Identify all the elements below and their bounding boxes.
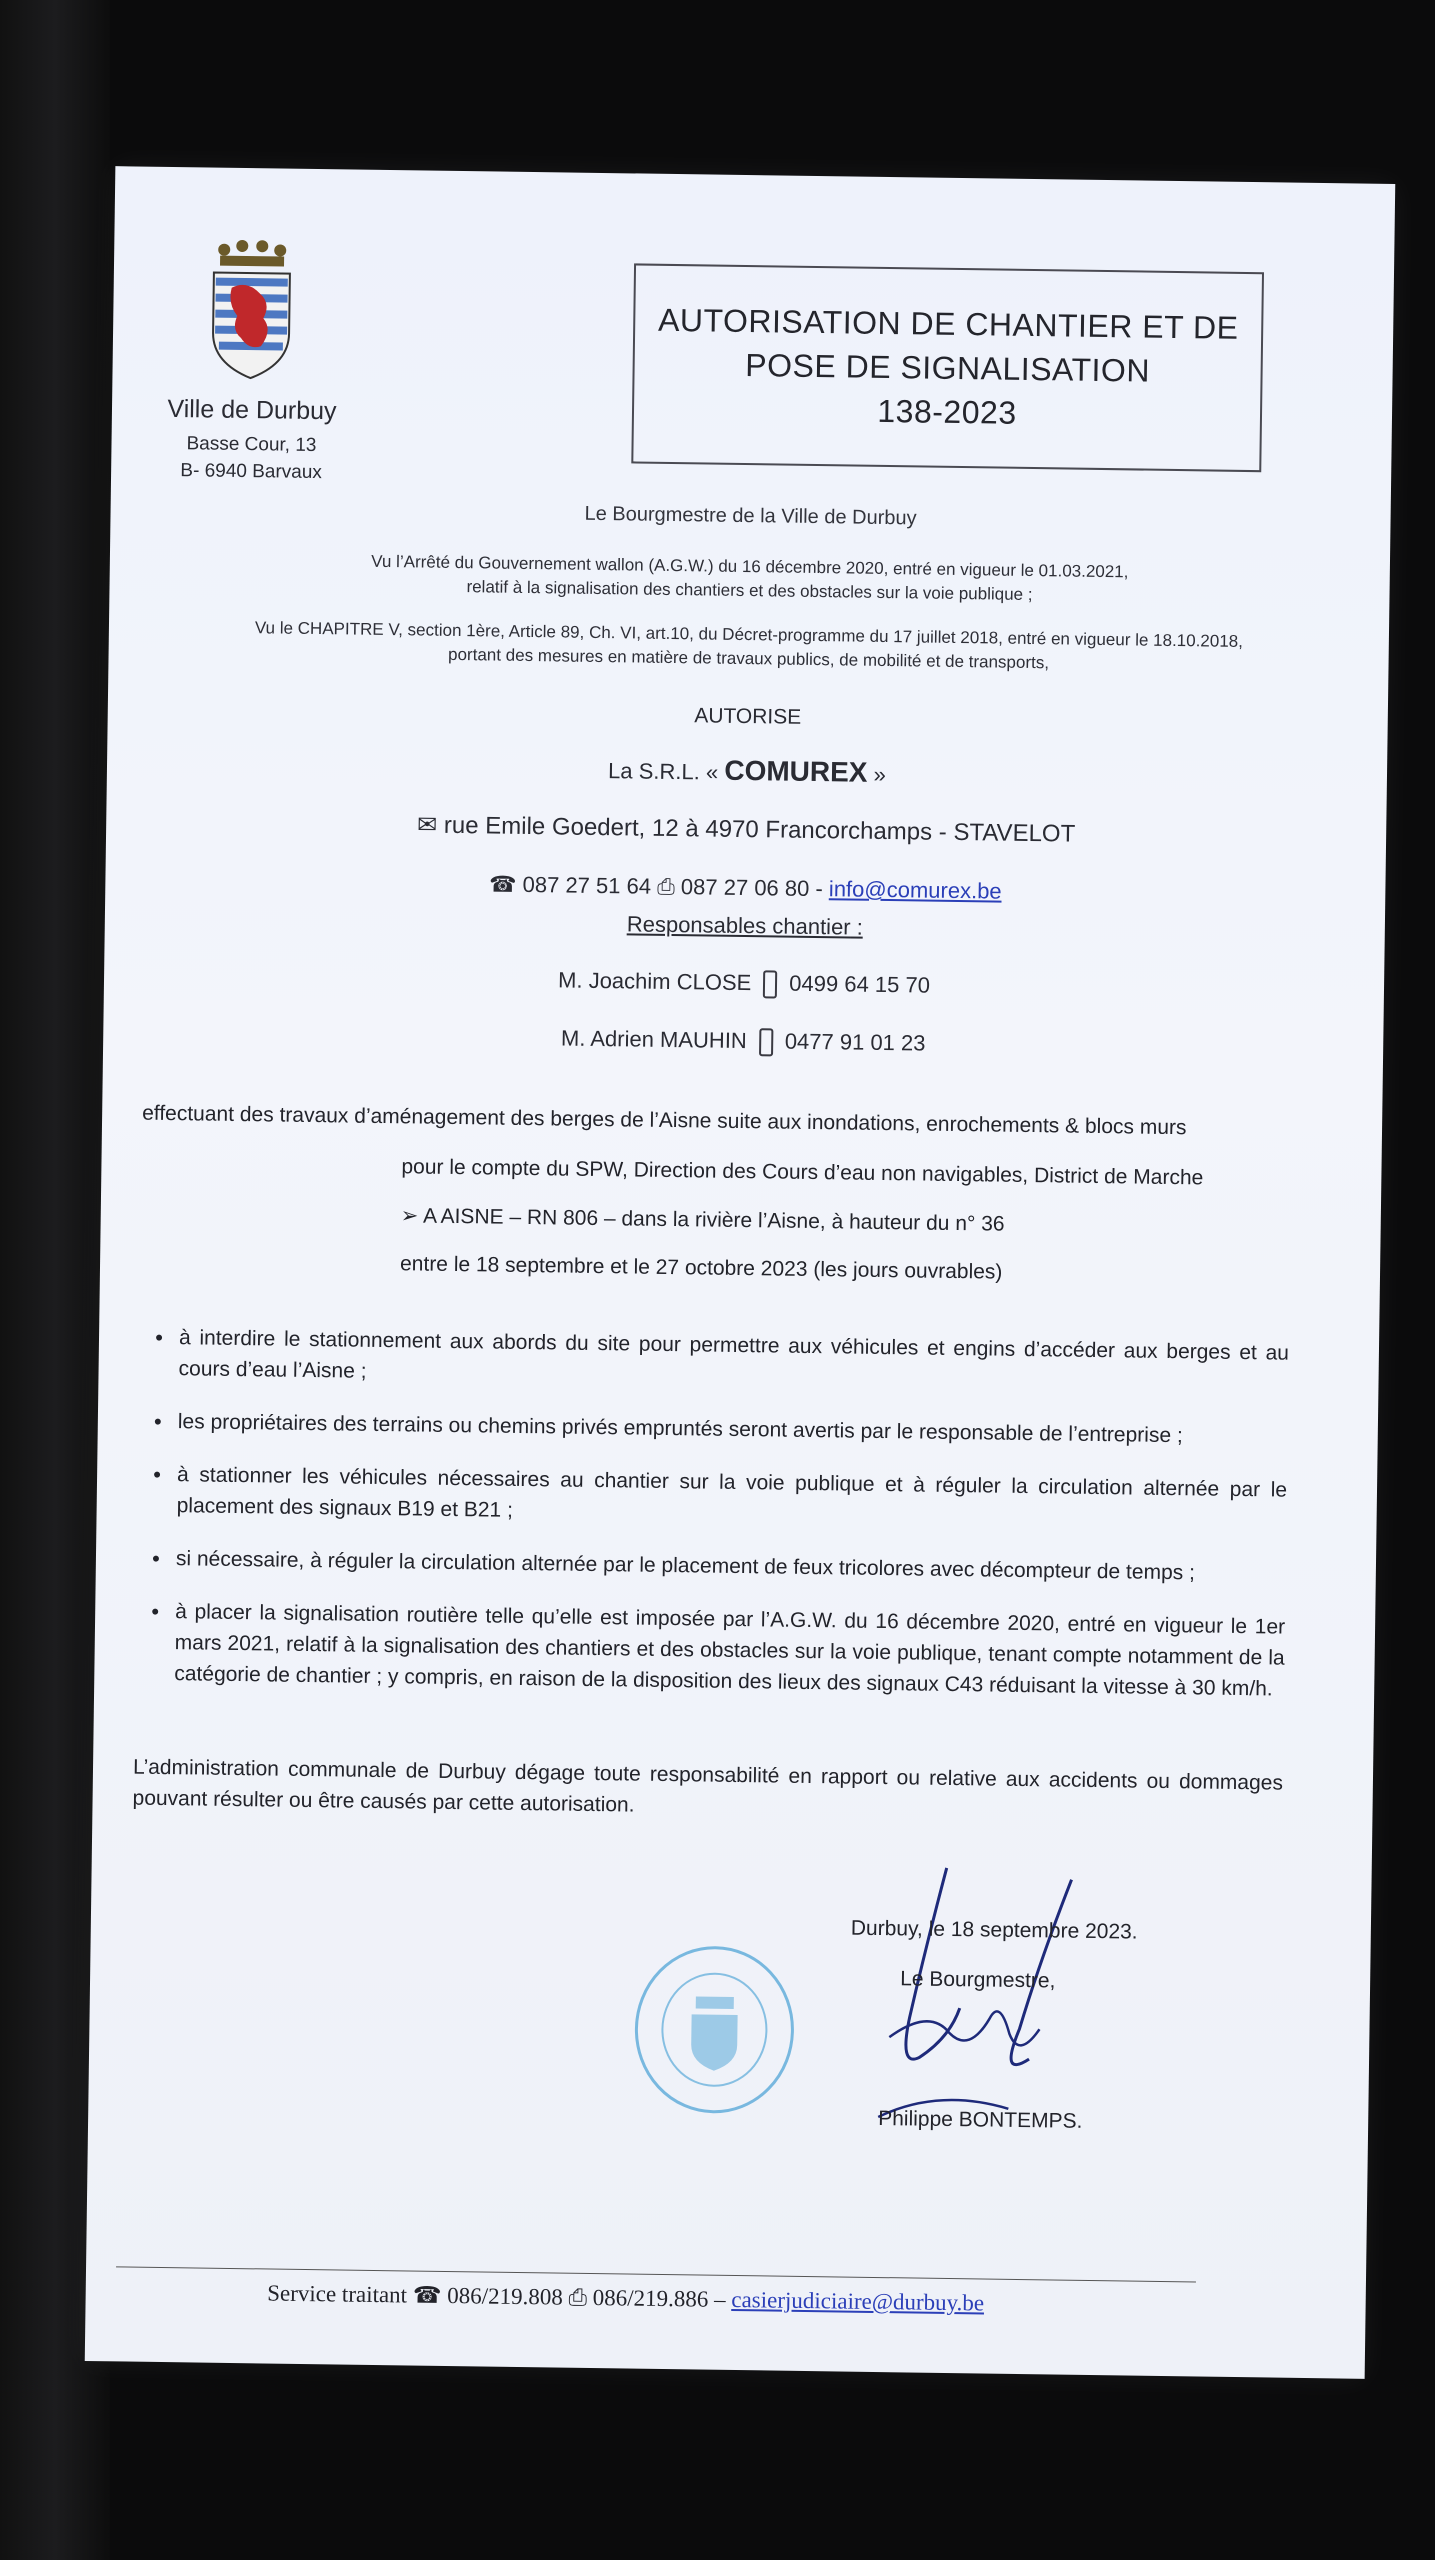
resp2-phone: 0477 91 01 23	[784, 1028, 926, 1056]
company-phone: 087 27 51 64	[522, 871, 652, 899]
works-location-text: A AISNE – RN 806 – dans la rivière l’Aisne, à hauteur du n° 36	[422, 1204, 1005, 1236]
company-fax: 087 27 06 80 -	[680, 874, 830, 902]
municipal-stamp-icon	[628, 1944, 800, 2116]
resp1-phone: 0499 64 15 70	[789, 970, 931, 998]
footer-email-link[interactable]: casierjudiciaire@durbuy.be	[731, 2286, 985, 2316]
disclaimer: L’administration communale de Durbuy dégage toute responsabilité en rapport ou relative aux accidents ou dommages pouvant résulter ou être causés par cette autorisation.	[132, 1755, 1284, 1817]
mail-icon: ✉	[416, 811, 445, 839]
vu-decret	[108, 614, 1389, 680]
address-line2: B- 6940 Barvaux	[180, 460, 323, 484]
responsables-label	[105, 904, 1385, 948]
title-line1: AUTORISATION DE CHANTIER ET DE	[657, 301, 1239, 346]
vu-decret-line1: Vu le CHAPITRE V, section 1ère, Article 89, Ch. VI, art.10, du Décret-programme du 17 juillet 2018, entré en vigueur le 18.10.2018,	[254, 618, 1244, 651]
resp2-name: M. Adrien MAUHIN	[560, 1025, 747, 1054]
document-page	[85, 166, 1396, 2379]
list-item	[136, 1459, 1287, 1537]
vu-agw	[109, 546, 1390, 612]
list-item-text: à interdire le stationnement aux abords du site pour permettre aux véhicules et engins d’accéder aux berges et au cours d’eau l’Aisne ;	[178, 1326, 1290, 1383]
works-period: entre le 18 septembre et le 27 octobre 2023 (les jours ouvrables)	[399, 1252, 1003, 1284]
list-item	[138, 1406, 1288, 1453]
list-item	[134, 1596, 1285, 1705]
company-prefix: La S.R.L. «	[607, 758, 725, 785]
responsables-colon: :	[850, 914, 864, 940]
bullet-icon: •	[153, 1408, 162, 1434]
autorise-heading: AUTORISE	[694, 704, 802, 729]
address-line1: Basse Cour, 13	[186, 433, 317, 457]
title-line3: 138-2023	[877, 392, 1017, 431]
company-address-text: rue Emile Goedert, 12 à 4970 Francorchamps - STAVELOT	[443, 811, 1076, 848]
mobile-phone-icon	[759, 1028, 773, 1056]
mobile-phone-icon	[763, 970, 777, 998]
company-address	[106, 806, 1386, 853]
title-line2: POSE DE SIGNALISATION	[745, 346, 1151, 389]
title-box	[631, 263, 1264, 472]
bullet-icon: •	[155, 1324, 164, 1350]
signature-date: Durbuy, le 18 septembre 2023.	[850, 1916, 1138, 1944]
bullet-icon: •	[151, 1598, 160, 1624]
town-block	[151, 395, 352, 487]
fax-icon: ⎙	[568, 2284, 593, 2311]
list-item-text: à placer la signalisation routière telle qu’elle est imposée par l’A.G.W. du 16 décembre 2020, entré en vigueur le 1er mars 2021, relatif à la signalisation des chantiers et des obstacles sur la voie publique, tenant compte notamment de la catégorie de chantier ; y compris, en raison de la disposition des lieux des signaux C43 réduisant la vitesse à 30 km/h.	[174, 1600, 1286, 1701]
footer-phone: 086/219.808	[447, 2283, 569, 2310]
company-name-line	[107, 746, 1387, 796]
list-item	[136, 1543, 1286, 1590]
works-location	[401, 1203, 1005, 1236]
signature-role: Le Bourgmestre,	[899, 1967, 1056, 1993]
town-name: Ville de Durbuy	[167, 394, 337, 426]
company-suffix: »	[867, 761, 886, 787]
bourgmestre-heading: Le Bourgmestre de la Ville de Durbuy	[584, 502, 917, 530]
phone-icon: ☎	[488, 871, 523, 897]
works-client: pour le compte du SPW, Direction des Cours d’eau non navigables, District de Marche	[401, 1155, 1204, 1190]
signature-name: Philippe BONTEMPS.	[878, 2107, 1083, 2133]
footer-fax: 086/219.886 –	[592, 2285, 732, 2312]
footer-service: Service traitant	[267, 2280, 413, 2308]
responsable-1	[104, 961, 1384, 1007]
vu-decret-line2: portant des mesures en matière de travaux publics, de mobilité et de transports,	[447, 644, 1050, 673]
company-email-link[interactable]: info@comurex.be	[828, 876, 1002, 904]
arrow-bullet-icon: ➢	[400, 1204, 424, 1228]
list-item-text: les propriétaires des terrains ou chemins privés empruntés seront avertis par le responsable de l’entreprise ;	[177, 1410, 1183, 1448]
durbuy-crest-icon	[200, 237, 302, 388]
footer	[86, 2278, 1166, 2319]
company-name: COMUREX	[724, 754, 868, 788]
bullet-icon: •	[153, 1461, 162, 1487]
resp1-name: M. Joachim CLOSE	[557, 967, 752, 996]
bullet-icon: •	[151, 1545, 160, 1571]
vu-agw-line2: relatif à la signalisation des chantiers et des obstacles sur la voie publique ;	[466, 577, 1033, 605]
responsable-2	[103, 1019, 1383, 1065]
list-item-text: si nécessaire, à réguler la circulation alternée par le placement de feux tricolores avec décompteur de temps ;	[175, 1547, 1196, 1585]
fax-icon: ⎙	[657, 873, 682, 900]
handwritten-signature-icon	[848, 1857, 1082, 2140]
company-contacts	[105, 866, 1385, 910]
vu-agw-line1: Vu l’Arrêté du Gouvernement wallon (A.G.W.) du 16 décembre 2020, entré en vigueur le 01.03.2021,	[371, 551, 1129, 582]
phone-icon: ☎	[412, 2282, 448, 2309]
conditions-list	[134, 1322, 1289, 1727]
list-item	[138, 1322, 1289, 1400]
list-item-text: à stationner les véhicules nécessaires au chantier sur la voie publique et à réguler la circulation alternée par le placement des signaux B19 et B21 ;	[176, 1463, 1288, 1522]
works-description: effectuant des travaux d’aménagement des berges de l’Aisne suite aux inondations, enrochements & blocs murs	[142, 1101, 1187, 1140]
responsables-label-text: Responsables chantier	[626, 911, 851, 940]
